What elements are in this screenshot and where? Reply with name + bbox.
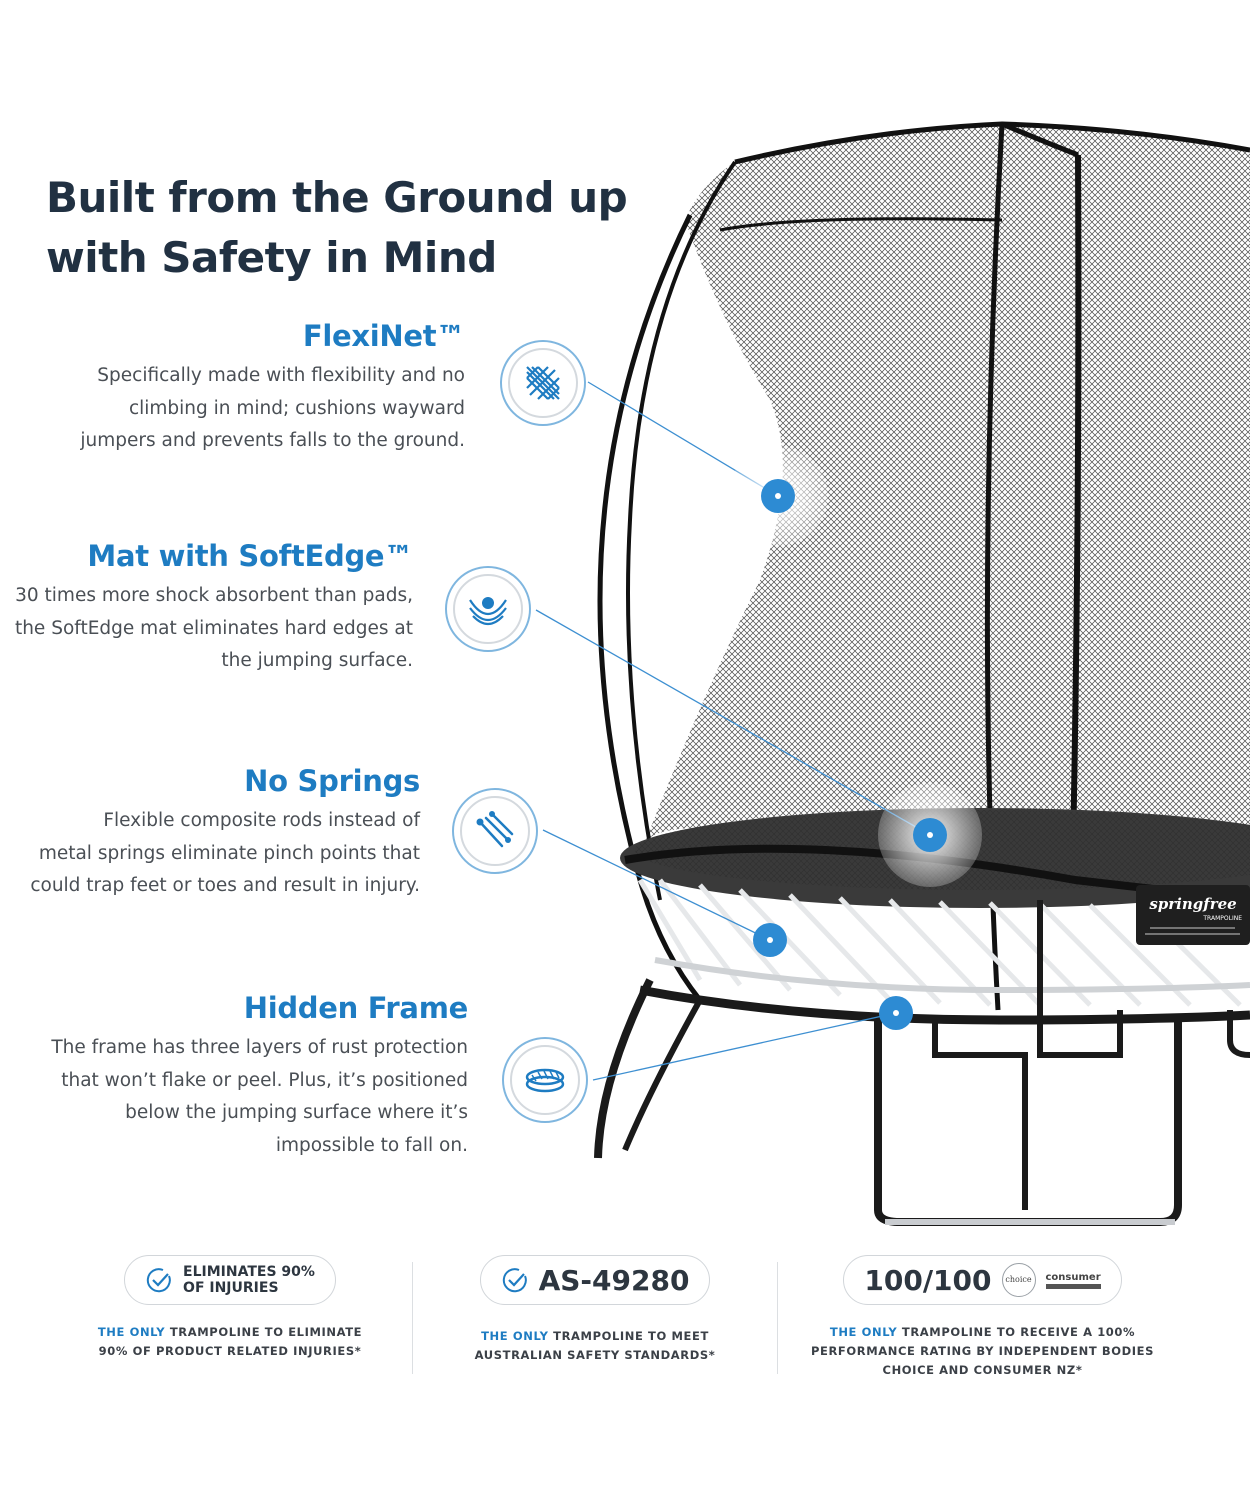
stat-caption <box>800 1323 1165 1380</box>
composite-rods-icon <box>452 788 538 874</box>
stat-badge-text: 100/100 <box>864 1263 992 1297</box>
check-circle-icon <box>501 1266 529 1294</box>
stat-badge-text: ELIMINATES 90% OF INJURIES <box>183 1264 315 1296</box>
stat-badge <box>124 1255 336 1305</box>
feature-title: No Springs <box>244 764 420 798</box>
choice-logo: choice <box>1002 1263 1036 1297</box>
frame-leg <box>625 1000 700 1150</box>
caption-highlight: THE ONLY <box>829 1325 898 1339</box>
frame-leg <box>935 1020 1025 1210</box>
stat-injuries <box>80 1255 380 1361</box>
feature-flexinet <box>30 318 465 458</box>
hotspot-frame[interactable] <box>879 996 913 1030</box>
caption-text: AUSTRALIAN SAFETY STANDARDS* <box>474 1348 716 1362</box>
caption-text: CHOICE AND CONSUMER NZ* <box>882 1363 1083 1377</box>
caption-highlight: THE ONLY <box>97 1325 166 1339</box>
brand-sub: TRAMPOLINE <box>1203 915 1242 922</box>
caption-text: TRAMPOLINE TO ELIMINATE <box>165 1325 363 1339</box>
page-headline <box>46 168 627 288</box>
divider <box>412 1262 413 1374</box>
feature-description: Flexible composite rods instead of metal springs eliminate pinch points that could trap feet or toes and result in injury. <box>30 810 420 896</box>
frame-ring <box>640 990 1250 1020</box>
stat-standard <box>455 1255 735 1365</box>
stat-caption <box>80 1323 380 1361</box>
feature-hidden-frame <box>20 990 468 1162</box>
hotspot-softedge[interactable] <box>878 783 982 887</box>
feature-description: The frame has three layers of rust protection that won’t flake or peel. Plus, it’s positioned below the jumping surface where it’s impossible to fall on. <box>51 1037 468 1156</box>
stat-badge <box>843 1255 1121 1305</box>
feature-description: 30 times more shock absorbent than pads, the SoftEdge mat eliminates hard edges at the jumping surface. <box>14 585 413 671</box>
softedge-mat-icon <box>445 566 531 652</box>
feature-title: FlexiNet™ <box>302 319 465 353</box>
caption-text: PERFORMANCE RATING BY INDEPENDENT BODIES <box>810 1344 1154 1358</box>
feature-softedge <box>0 538 413 678</box>
caption-highlight: THE ONLY <box>481 1329 549 1343</box>
caption-text: TRAMPOLINE TO MEET <box>548 1329 709 1343</box>
feature-no-springs <box>0 763 420 903</box>
headline-line-2: with Safety in Mind <box>46 233 497 282</box>
brand-name: springfree <box>1149 895 1237 913</box>
divider <box>777 1262 778 1374</box>
stat-badge-text: AS-49280 <box>538 1263 690 1297</box>
stat-badge <box>480 1255 711 1305</box>
connector-line <box>593 1013 896 1080</box>
caption-text: 90% OF PRODUCT RELATED INJURIES* <box>98 1344 362 1358</box>
caption-text: TRAMPOLINE TO RECEIVE A 100% <box>897 1325 1136 1339</box>
net-icon <box>500 340 586 426</box>
hotspot-flexinet[interactable] <box>728 446 828 546</box>
stat-caption <box>455 1327 735 1365</box>
feature-title: Mat with SoftEdge™ <box>87 539 413 573</box>
feature-title: Hidden Frame <box>243 991 468 1025</box>
check-circle-icon <box>145 1266 173 1294</box>
feature-description: Specifically made with flexibility and no climbing in mind; cushions wayward jumpers and prevents falls to the ground. <box>80 365 465 451</box>
frame-ring-icon <box>502 1037 588 1123</box>
headline-line-1: Built from the Ground up <box>46 173 628 222</box>
stat-rating <box>800 1255 1165 1380</box>
consumer-logo: consumer <box>1046 1272 1101 1289</box>
hotspot-nosprings[interactable] <box>753 923 787 957</box>
